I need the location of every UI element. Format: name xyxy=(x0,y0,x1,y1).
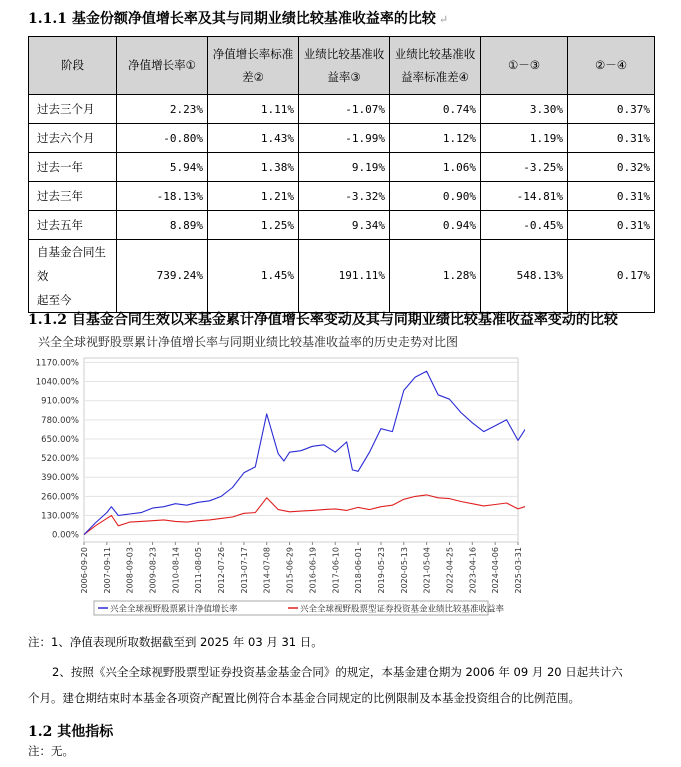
value-cell: 1.11% xyxy=(208,95,299,124)
value-cell: 0.32% xyxy=(568,153,655,182)
x-tick-label: 2013-07-17 xyxy=(239,547,249,594)
value-cell: 9.34% xyxy=(299,211,390,240)
period-label-line: 过去三个月 xyxy=(37,102,95,116)
period-label-line: 过去六个月 xyxy=(37,131,95,145)
value-cell: 8.89% xyxy=(117,211,208,240)
header-line: 阶段 xyxy=(61,58,84,72)
x-tick-label: 2006-09-20 xyxy=(80,547,89,594)
other-indicators-note: 注：无。 xyxy=(28,744,74,758)
y-tick-label: 650.00% xyxy=(41,434,79,445)
period-label xyxy=(29,124,117,153)
value-cell: 3.30% xyxy=(481,95,568,124)
note-2-line-2: 个月。建仓期结束时本基金各项资产配置比例符合本基金合同规定的比例限制及本基金投资组合的比例范围。 xyxy=(28,691,580,705)
x-tick-label: 2009-08-23 xyxy=(148,547,158,594)
header-line: ②－④ xyxy=(594,58,628,72)
value-cell: 9.19% xyxy=(299,153,390,182)
y-tick-label: 1040.00% xyxy=(35,377,79,388)
value-cell: -14.81% xyxy=(481,182,568,211)
y-tick-label: 0.00% xyxy=(51,530,79,541)
period-label-line: 过去一年 xyxy=(37,160,83,174)
note-2-line-1: 2、按照《兴全全球视野股票型证券投资基金基金合同》的规定，本基金建仓期为 2006 年 09 月 20 日起共计六 xyxy=(52,665,623,679)
period-label-line: 过去三年 xyxy=(37,189,83,203)
table-header-row xyxy=(29,37,655,95)
header-line: 净值增长率① xyxy=(128,58,196,72)
period-label-line: 起至今 xyxy=(37,293,72,307)
x-tick-label: 2021-05-04 xyxy=(422,547,432,594)
table-header-cell xyxy=(117,37,208,95)
x-tick-label: 2025-03-31 xyxy=(514,547,523,594)
header-line: 差② xyxy=(242,69,264,84)
value-cell: -0.80% xyxy=(117,124,208,153)
x-tick-label: 2014-07-08 xyxy=(262,547,272,594)
x-tick-label: 2015-06-29 xyxy=(285,547,295,594)
period-label xyxy=(29,95,117,124)
performance-line-chart xyxy=(30,330,525,620)
value-cell: 1.21% xyxy=(208,182,299,211)
y-tick-label: 910.00% xyxy=(41,396,79,407)
y-tick-label: 260.00% xyxy=(41,492,79,503)
value-cell: -3.32% xyxy=(299,182,390,211)
performance-table xyxy=(28,36,655,313)
legend-label: 兴全全球视野股票型证券投资基金业绩比较基准收益率 xyxy=(300,604,505,615)
value-cell: 191.11% xyxy=(299,240,390,313)
section-title-1-1-2: 1.1.2 自基金合同生效以来基金累计净值增长率变动及其与同期业绩比较基准收益率变动的比较 xyxy=(28,312,618,328)
header-line: 净值增长率标准 xyxy=(212,46,294,61)
table-header-cell xyxy=(299,37,390,95)
value-cell: 0.90% xyxy=(390,182,481,211)
value-cell: -3.25% xyxy=(481,153,568,182)
value-cell: -0.45% xyxy=(481,211,568,240)
y-tick-label: 130.00% xyxy=(41,511,79,522)
table-row xyxy=(29,124,655,153)
x-tick-label: 2022-04-25 xyxy=(445,547,455,594)
period-label xyxy=(29,240,117,313)
period-label xyxy=(29,153,117,182)
period-label xyxy=(29,211,117,240)
table-header-cell xyxy=(29,37,117,95)
value-cell: 1.38% xyxy=(208,153,299,182)
x-tick-label: 2020-05-13 xyxy=(399,547,409,594)
value-cell: 1.25% xyxy=(208,211,299,240)
value-cell: -18.13% xyxy=(117,182,208,211)
value-cell: 1.06% xyxy=(390,153,481,182)
value-cell: 1.43% xyxy=(208,124,299,153)
table-row xyxy=(29,153,655,182)
value-cell: 0.94% xyxy=(390,211,481,240)
x-tick-label: 2017-06-10 xyxy=(331,547,341,594)
table-header-cell xyxy=(390,37,481,95)
x-tick-label: 2011-08-05 xyxy=(194,547,204,594)
value-cell: 548.13% xyxy=(481,240,568,313)
value-cell: 0.31% xyxy=(568,124,655,153)
header-line: ①－③ xyxy=(507,58,541,72)
table-header-cell xyxy=(481,37,568,95)
y-tick-label: 520.00% xyxy=(41,454,79,465)
x-tick-label: 2008-09-03 xyxy=(125,547,135,594)
note-1: 注：1、净值表现所取数据截至到 2025 年 03 月 31 日。 xyxy=(28,635,323,649)
plot-area xyxy=(84,358,518,542)
section-title-1-2: 1.2 其他指标 xyxy=(28,724,114,740)
value-cell: 1.28% xyxy=(390,240,481,313)
legend-label: 兴全全球视野股票累计净值增长率 xyxy=(110,604,238,615)
value-cell: 1.12% xyxy=(390,124,481,153)
header-line: 益率标准差④ xyxy=(401,69,469,84)
value-cell: -1.99% xyxy=(299,124,390,153)
value-cell: 0.17% xyxy=(568,240,655,313)
table-header-cell xyxy=(208,37,299,95)
table-row xyxy=(29,95,655,124)
header-line: 业绩比较基准收 xyxy=(303,46,385,61)
x-tick-label: 2024-04-06 xyxy=(491,547,501,594)
x-tick-label: 2018-06-01 xyxy=(354,547,364,594)
value-cell: 0.74% xyxy=(390,95,481,124)
value-cell: 0.31% xyxy=(568,211,655,240)
x-tick-label: 2019-05-23 xyxy=(376,547,386,594)
x-tick-label: 2016-06-19 xyxy=(308,547,318,594)
value-cell: 739.24% xyxy=(117,240,208,313)
value-cell: -1.07% xyxy=(299,95,390,124)
chart-title: 兴全全球视野股票累计净值增长率与同期业绩比较基准收益率的历史走势对比图 xyxy=(38,335,459,349)
value-cell: 2.23% xyxy=(117,95,208,124)
section-title-1-1-1: 1.1.1 基金份额净值增长率及其与同期业绩比较基准收益率的比较 ↵ xyxy=(28,11,449,27)
x-tick-label: 2012-07-26 xyxy=(217,547,227,594)
value-cell: 5.94% xyxy=(117,153,208,182)
y-tick-label: 1170.00% xyxy=(35,358,79,369)
x-tick-label: 2007-09-11 xyxy=(102,547,112,594)
y-tick-label: 390.00% xyxy=(41,473,79,484)
value-cell: 1.45% xyxy=(208,240,299,313)
value-cell: 0.37% xyxy=(568,95,655,124)
table-header-cell xyxy=(568,37,655,95)
value-cell: 1.19% xyxy=(481,124,568,153)
header-line: 益率③ xyxy=(327,69,361,84)
period-label xyxy=(29,182,117,211)
table-row xyxy=(29,240,655,313)
period-label-line: 自基金合同生效 xyxy=(37,245,106,283)
y-tick-label: 780.00% xyxy=(41,415,79,426)
x-tick-label: 2023-04-16 xyxy=(468,547,478,594)
value-cell: 0.31% xyxy=(568,182,655,211)
table-row xyxy=(29,182,655,211)
x-tick-label: 2010-08-14 xyxy=(171,547,181,594)
table-row xyxy=(29,211,655,240)
period-label-line: 过去五年 xyxy=(37,218,83,232)
header-line: 业绩比较基准收 xyxy=(394,46,476,61)
